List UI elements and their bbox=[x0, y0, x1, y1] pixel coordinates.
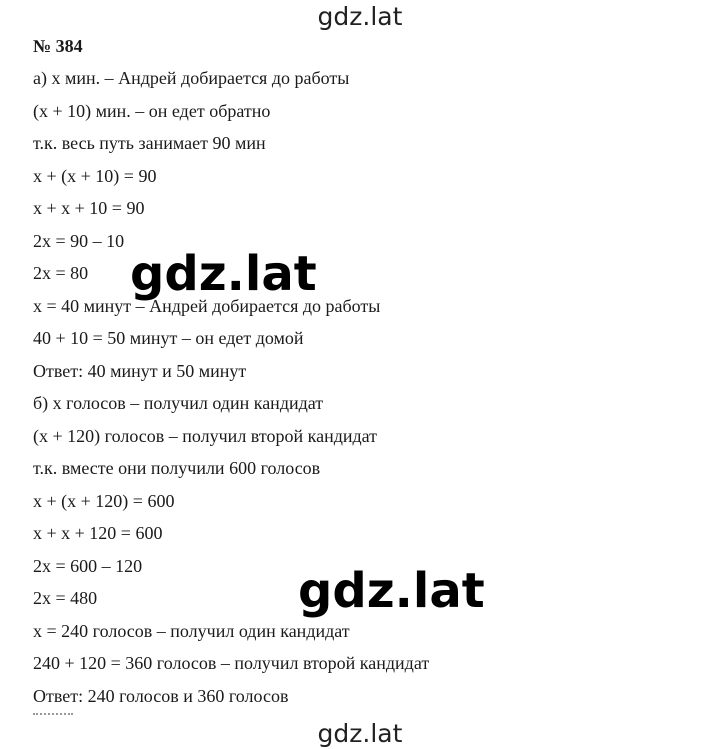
solution-line: х + х + 120 = 600 bbox=[33, 523, 163, 543]
solution-line: б) х голосов – получил один кандидат bbox=[33, 393, 324, 413]
solution-line: х = 240 голосов – получил один кандидат bbox=[33, 620, 350, 641]
answer-line: Ответ: 240 голосов и 360 голосов bbox=[33, 685, 289, 706]
watermark-middle-2: gdz.lat bbox=[298, 563, 485, 619]
solution-line: 240 + 120 = 360 голосов – получил второй кандидат bbox=[33, 653, 430, 673]
problem-number: № 384 bbox=[33, 36, 83, 56]
solution-line: а) х мин. – Андрей добирается до работы bbox=[33, 68, 350, 88]
solution-line: х = 40 минут – Андрей добирается до работы bbox=[33, 295, 381, 316]
solution-line: (х + 120) голосов – получил второй кандидат bbox=[33, 425, 378, 446]
watermark-top: gdz.lat bbox=[317, 2, 403, 31]
solution-line: х + (х + 120) = 600 bbox=[33, 490, 175, 511]
watermark-bottom: gdz.lat bbox=[317, 719, 403, 748]
solution-line: 2х = 480 bbox=[33, 588, 98, 608]
solution-line: 40 + 10 = 50 минут – он едет домой bbox=[33, 328, 304, 348]
solution-line: (х + 10) мин. – он едет обратно bbox=[33, 100, 271, 121]
solution-line: т.к. вместе они получили 600 голосов bbox=[33, 458, 321, 478]
solution-line: 2х = 80 bbox=[33, 263, 89, 283]
solution-line: х + (х + 10) = 90 bbox=[33, 165, 157, 186]
solution-line: х + х + 10 = 90 bbox=[33, 198, 145, 218]
answer-line: Ответ: 40 минут и 50 минут bbox=[33, 360, 247, 381]
solution-line: 2х = 600 – 120 bbox=[33, 555, 143, 576]
solution-line: 2х = 90 – 10 bbox=[33, 230, 125, 251]
watermark-middle-1: gdz.lat bbox=[130, 246, 317, 302]
solution-line: т.к. весь путь занимает 90 мин bbox=[33, 133, 266, 153]
